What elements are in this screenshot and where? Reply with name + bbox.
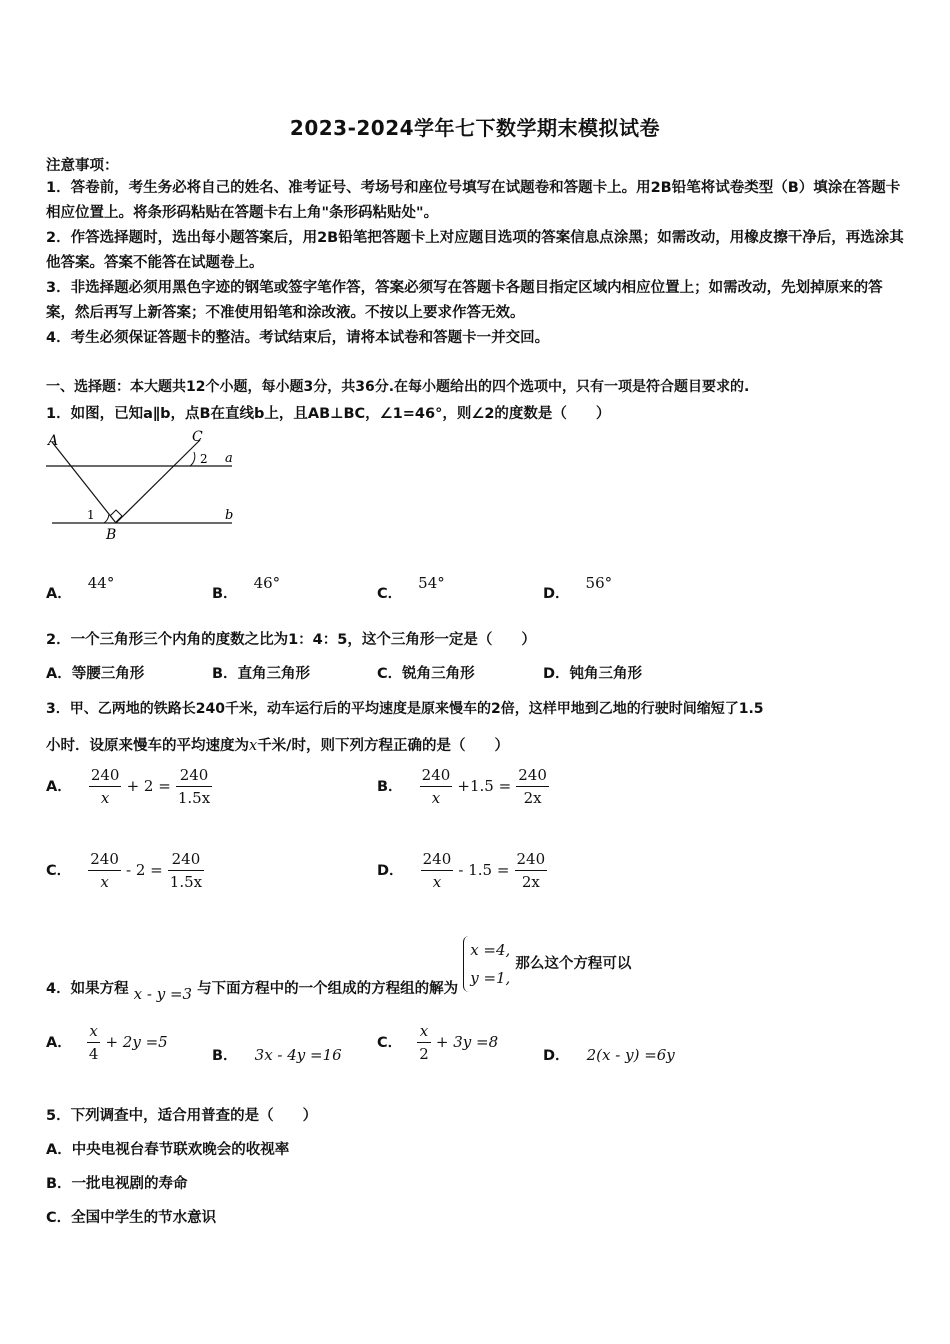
question-5-stem: 5．下列调查中，适合用普查的是（ ） [46,1108,318,1124]
question-2-option-d[interactable]: D．钝角三角形 [543,666,643,682]
question-1-option-c[interactable]: C．54° [377,574,445,602]
notice-item: 3．非选择题必须用黑色字迹的钢笔或签字笔作答，答案必须写在答题卡各题目指定区域内相应位置上；如需改动，先划掉原来的答案，然后再写上新答案；不准使用铅笔和涂改液。不按以上要求作答无效。 [46,280,883,321]
question-2-option-b[interactable]: B．直角三角形 [212,666,311,682]
question-3-stem-line2: 小时．设原来慢车的平均速度为x千米/时，则下列方程正确的是（ ） [46,738,509,754]
question-1-figure [40,428,250,548]
question-1-option-a[interactable]: A．44° [46,574,115,602]
segment-ab [52,442,116,523]
question-4-option-a[interactable]: A． $\frac{x}{4}$ + 2y =5 [46,1022,168,1063]
question-1-option-d[interactable]: D．56° [543,574,613,602]
question-3-stem-line1: 3．甲、乙两地的铁路长240千米，动车运行后的平均速度是原来慢车的2倍，这样甲地到乙地的行驶时间缩短了1.5 [46,701,764,717]
angle-1-arc [104,514,109,523]
label-b: b [225,508,234,523]
question-3-option-a[interactable]: A． $\frac{240}{x}$ + 2 = $\frac{240}{1.5x}$ [46,766,211,807]
question-5-option-a[interactable]: A．中央电视台春节联欢晚会的收视率 [46,1142,290,1158]
question-4-option-b[interactable]: B． 3x - 4y =16 [212,1046,342,1064]
notice-item: 4．考生必须保证答题卡的整洁。考试结束后，请将本试卷和答题卡一并交回。 [46,330,550,346]
notice-heading: 注意事项： [46,158,119,174]
label-angle-1: 1 [87,508,95,522]
label-C: C [192,429,203,445]
solution-system: x =4, y =1, [463,936,510,992]
question-5-option-c[interactable]: C．全国中学生的节水意识 [46,1210,217,1226]
label-angle-2: 2 [200,452,208,466]
notice-item: 1．答卷前，考生务必将自己的姓名、准考证号、考场号和座位号填写在试题卷和答题卡上。用2B铅笔将试卷类型（B）填涂在答题卡相应位置上。将条形码粘贴在答题卡右上角"条形码粘贴处"。 [46,180,901,221]
label-A: A [48,433,59,449]
question-1-stem: 1．如图，已知a∥b，点B在直线b上，且AB⊥BC，∠1=46°，则∠2的度数是（ ） [46,406,611,422]
right-angle-mark [110,510,122,522]
question-2-stem: 2．一个三角形三个内角的度数之比为1：4：5，这个三角形一定是（ ） [46,632,536,648]
question-4-option-d[interactable]: D． 2(x - y) =6y [543,1046,675,1064]
question-3-option-d[interactable]: D． $\frac{240}{x}$ - 1.5 = $\frac{240}{2x}$ [377,850,546,891]
angle-2-arc [190,452,195,466]
question-2-option-c[interactable]: C．锐角三角形 [377,666,475,682]
question-2-option-a[interactable]: A．等腰三角形 [46,666,145,682]
question-4-stem: 4．如果方程 x - y =3 与下面方程中的一个组成的方程组的解为 x =4, y =1, 那么这个方程可以 [46,936,631,992]
question-1-option-b[interactable]: B．46° [212,574,281,602]
question-3-option-b[interactable]: B． $\frac{240}{x}$ +1.5 = $\frac{240}{2x}$ [377,766,547,807]
notice-item: 2．作答选择题时，选出每小题答案后，用2B铅笔把答题卡上对应题目选项的答案信息点涂黑；如需改动，用橡皮擦干净后，再选涂其他答案。答案不能答在试题卷上。 [46,230,904,271]
page-title: 2023-2024学年七下数学期末模拟试卷 [289,116,661,140]
question-5-option-b[interactable]: B．一批电视剧的寿命 [46,1176,188,1192]
segment-bc [116,440,200,523]
question-4-option-c[interactable]: C． $\frac{x}{2}$ + 3y =8 [377,1022,499,1063]
label-a: a [225,451,233,466]
equation: x - y =3 [133,985,193,1003]
label-B: B [106,527,117,543]
question-3-option-c[interactable]: C． $\frac{240}{x}$ - 2 = $\frac{240}{1.5x}$ [46,850,203,891]
section-heading: 一、选择题：本大题共12个小题，每小题3分，共36分.在每小题给出的四个选项中，只有一项是符合题目要求的. [46,379,750,395]
